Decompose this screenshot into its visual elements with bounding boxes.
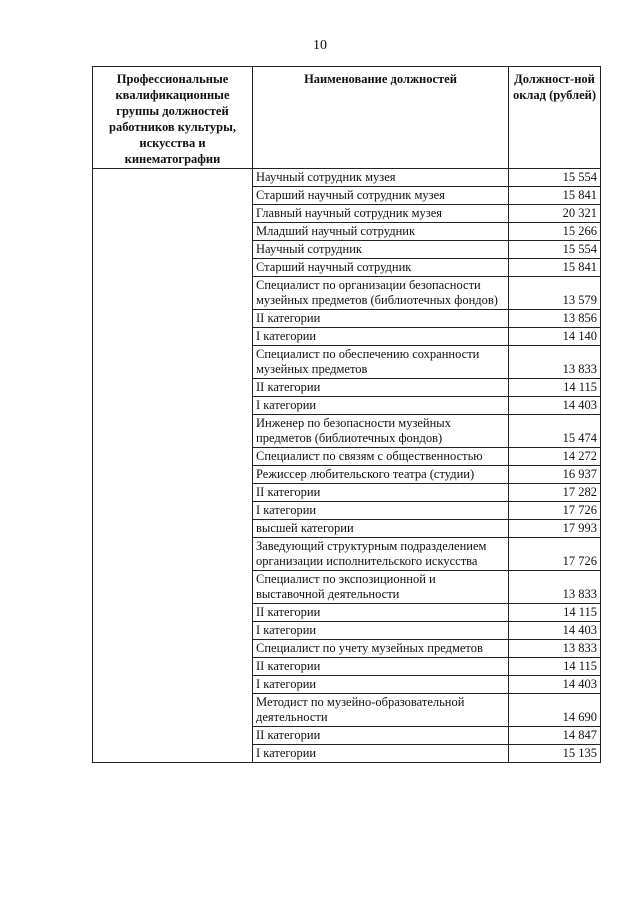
header-position-name: Наименование должностей <box>253 67 509 169</box>
position-name-cell: Научный сотрудник музея <box>253 169 509 187</box>
position-name-cell: Специалист по обеспечению сохранности музейных предметов <box>253 346 509 379</box>
salary-cell: 16 937 <box>509 466 601 484</box>
salary-cell: 13 856 <box>509 310 601 328</box>
salary-cell: 15 135 <box>509 745 601 763</box>
salary-cell: 13 833 <box>509 640 601 658</box>
salary-cell: 14 690 <box>509 694 601 727</box>
page-number: 10 <box>313 38 327 53</box>
salary-cell: 15 554 <box>509 241 601 259</box>
salary-cell: 14 272 <box>509 448 601 466</box>
salary-cell: 14 403 <box>509 622 601 640</box>
position-name-cell: Старший научный сотрудник музея <box>253 187 509 205</box>
position-name-cell: Главный научный сотрудник музея <box>253 205 509 223</box>
salary-cell: 15 474 <box>509 415 601 448</box>
salary-cell: 17 726 <box>509 502 601 520</box>
salary-cell: 17 993 <box>509 520 601 538</box>
salary-cell: 15 841 <box>509 259 601 277</box>
salary-cell: 14 403 <box>509 397 601 415</box>
position-name-cell: I категории <box>253 502 509 520</box>
position-name-cell: Специалист по связям с общественностью <box>253 448 509 466</box>
position-name-cell: высшей категории <box>253 520 509 538</box>
position-name-cell: Режиссер любительского театра (студии) <box>253 466 509 484</box>
salary-cell: 17 282 <box>509 484 601 502</box>
header-salary: Должност-ной оклад (рублей) <box>509 67 601 169</box>
position-name-cell: II категории <box>253 604 509 622</box>
position-name-cell: Специалист по экспозиционной и выставочной деятельности <box>253 571 509 604</box>
salary-cell: 14 115 <box>509 379 601 397</box>
position-name-cell: II категории <box>253 484 509 502</box>
salary-cell: 14 403 <box>509 676 601 694</box>
position-name-cell: Инженер по безопасности музейных предметов (библиотечных фондов) <box>253 415 509 448</box>
position-name-cell: I категории <box>253 676 509 694</box>
salary-cell: 13 833 <box>509 571 601 604</box>
position-name-cell: Старший научный сотрудник <box>253 259 509 277</box>
group-cell <box>93 169 253 763</box>
position-name-cell: Специалист по учету музейных предметов <box>253 640 509 658</box>
position-name-cell: I категории <box>253 622 509 640</box>
position-name-cell: II категории <box>253 379 509 397</box>
position-name-cell: Младший научный сотрудник <box>253 223 509 241</box>
salary-cell: 14 847 <box>509 727 601 745</box>
position-name-cell: II категории <box>253 727 509 745</box>
position-name-cell: I категории <box>253 328 509 346</box>
position-name-cell: II категории <box>253 658 509 676</box>
position-name-cell: I категории <box>253 745 509 763</box>
salary-cell: 14 115 <box>509 658 601 676</box>
salary-cell: 17 726 <box>509 538 601 571</box>
position-name-cell: II категории <box>253 310 509 328</box>
salary-cell: 15 554 <box>509 169 601 187</box>
salary-cell: 13 579 <box>509 277 601 310</box>
table-header-row <box>93 67 601 169</box>
salary-cell: 15 266 <box>509 223 601 241</box>
salary-cell: 14 115 <box>509 604 601 622</box>
table-row <box>93 169 601 187</box>
header-qualification-groups: Профессиональные квалификационные группы должностей работников культуры, искусства и кинематографии <box>93 67 253 169</box>
position-name-cell: I категории <box>253 397 509 415</box>
salary-table <box>92 66 601 763</box>
salary-cell: 13 833 <box>509 346 601 379</box>
salary-cell: 15 841 <box>509 187 601 205</box>
salary-cell: 14 140 <box>509 328 601 346</box>
salary-cell: 20 321 <box>509 205 601 223</box>
position-name-cell: Методист по музейно-образовательной деятельности <box>253 694 509 727</box>
position-name-cell: Заведующий структурным подразделением организации исполнительского искусства <box>253 538 509 571</box>
position-name-cell: Специалист по организации безопасности музейных предметов (библиотечных фондов) <box>253 277 509 310</box>
position-name-cell: Научный сотрудник <box>253 241 509 259</box>
